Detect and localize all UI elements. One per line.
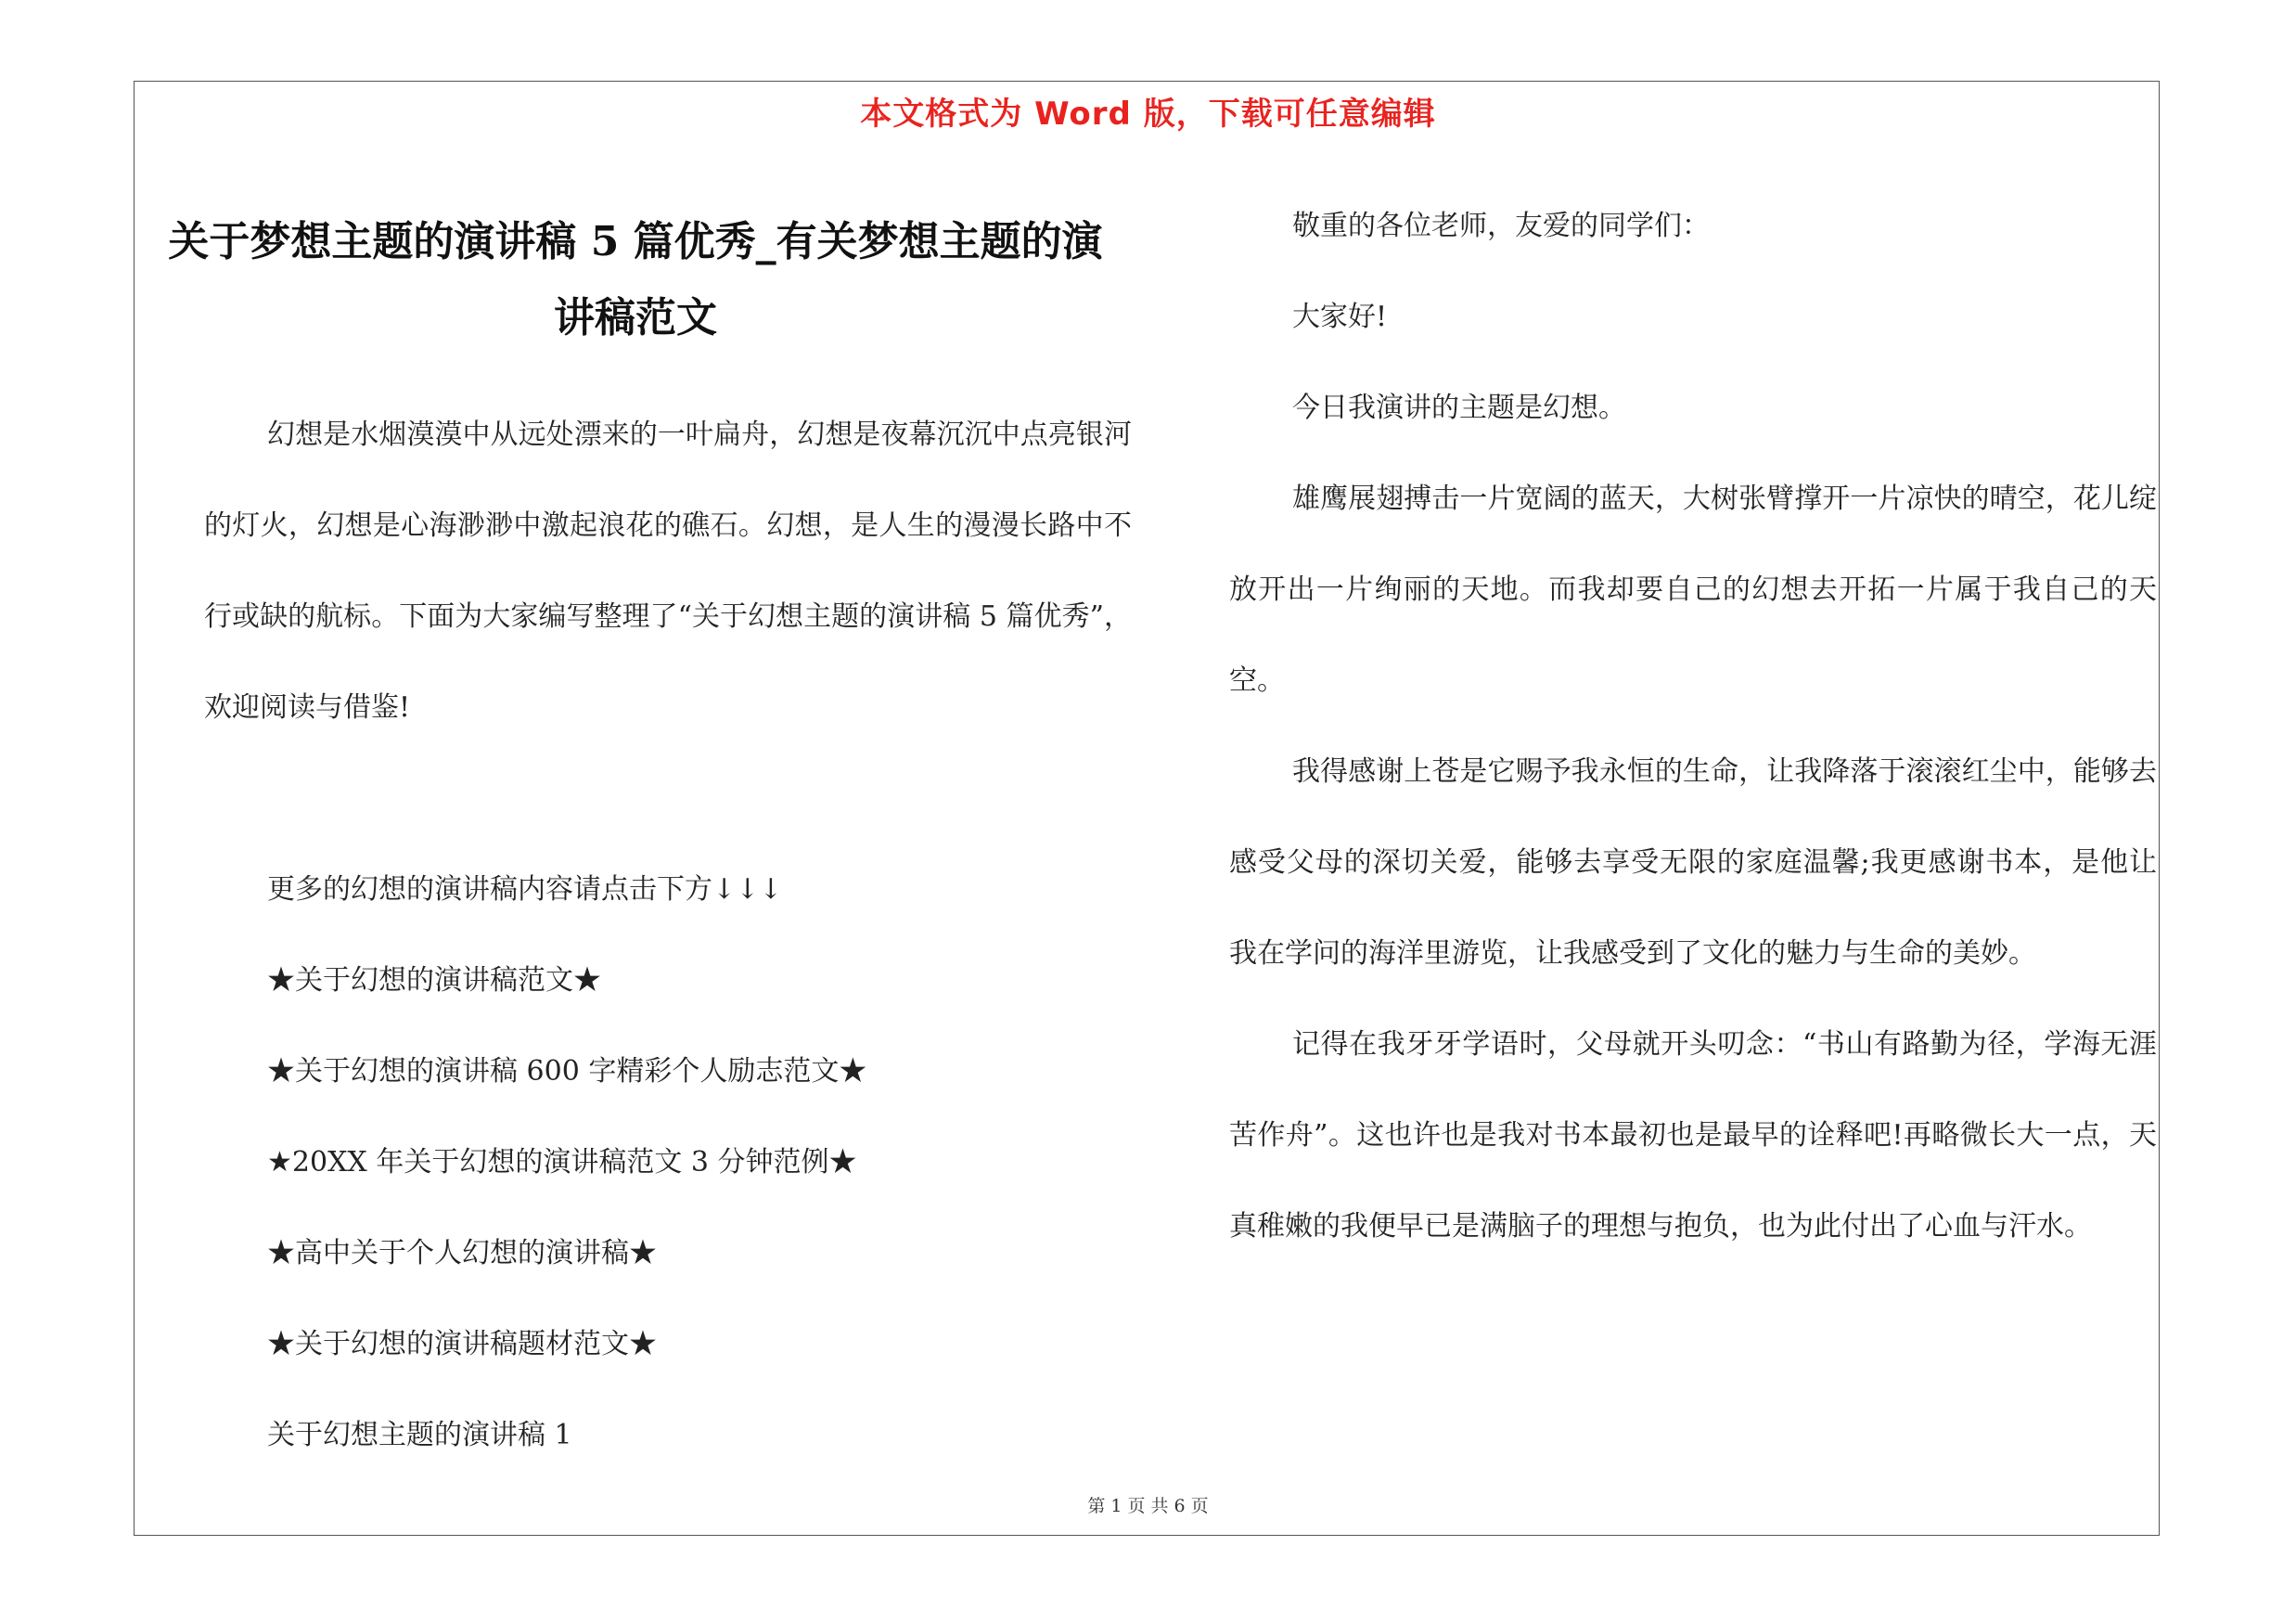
body-paragraph: 记得在我牙牙学语时，父母就开头叨念：“书山有路勤为径，学海无涯苦作舟”。这也许也是我对书本最初也是最早的诠释吧!再略微长大一点，天真稚嫩的我便早已是满脑子的理想与抱负，也为此付出了心血与汗水。 (1229, 1028, 2157, 1243)
section-heading: 关于幻想主题的演讲稿 1 (267, 1419, 572, 1451)
salutation: 敬重的各位老师，友爱的同学们： (1292, 210, 1710, 242)
document-title: 关于梦想主题的演讲稿 5 篇优秀_有关梦想主题的演讲稿范文 (168, 218, 1103, 341)
body-paragraph: 我得感谢上苍是它赐予我永恒的生命，让我降落于滚滚红尘中，能够去感受父母的深切关爱，能够去享受无限的家庭温馨;我更感谢书本，是他让我在学问的海洋里游览，让我感受到了文化的魅力与生命的美妙。 (1229, 755, 2157, 970)
page-number: 第 1 页 共 6 页 (1087, 1496, 1209, 1516)
related-link[interactable]: ★关于幻想的演讲稿题材范文★ (267, 1328, 657, 1360)
greeting: 大家好! (1292, 301, 1388, 333)
more-content-prompt: 更多的幻想的演讲稿内容请点击下方↓↓↓ (267, 873, 783, 906)
body-paragraph: 雄鹰展翅搏击一片宽阔的蓝天，大树张臂撑开一片凉快的晴空，花儿绽放开出一片绚丽的天地。而我却要自己的幻想去开拓一片属于我自己的天空。 (1229, 483, 2157, 697)
format-banner: 本文格式为 Word 版，下载可任意编辑 (860, 96, 1436, 133)
related-link[interactable]: ★高中关于个人幻想的演讲稿★ (267, 1237, 657, 1269)
intro-paragraph: 幻想是水烟漠漠中从远处漂来的一叶扁舟，幻想是夜幕沉沉中点亮银河的灯火，幻想是心海渺渺中激起浪花的礁石。幻想，是人生的漫漫长路中不行或缺的航标。下面为大家编写整理了“关于幻想主题的演讲稿 5 篇优秀”，欢迎阅读与借鉴! (204, 419, 1132, 724)
left-column (204, 390, 1132, 1481)
related-link[interactable]: ★关于幻想的演讲稿范文★ (267, 964, 601, 997)
speech-topic: 今日我演讲的主题是幻想。 (1292, 392, 1626, 424)
related-link[interactable]: ★20XX 年关于幻想的演讲稿范文 3 分钟范例★ (267, 1146, 857, 1179)
related-link[interactable]: ★关于幻想的演讲稿 600 字精彩个人励志范文★ (267, 1055, 867, 1088)
spacer (204, 754, 1132, 844)
right-column (1229, 181, 2157, 1272)
